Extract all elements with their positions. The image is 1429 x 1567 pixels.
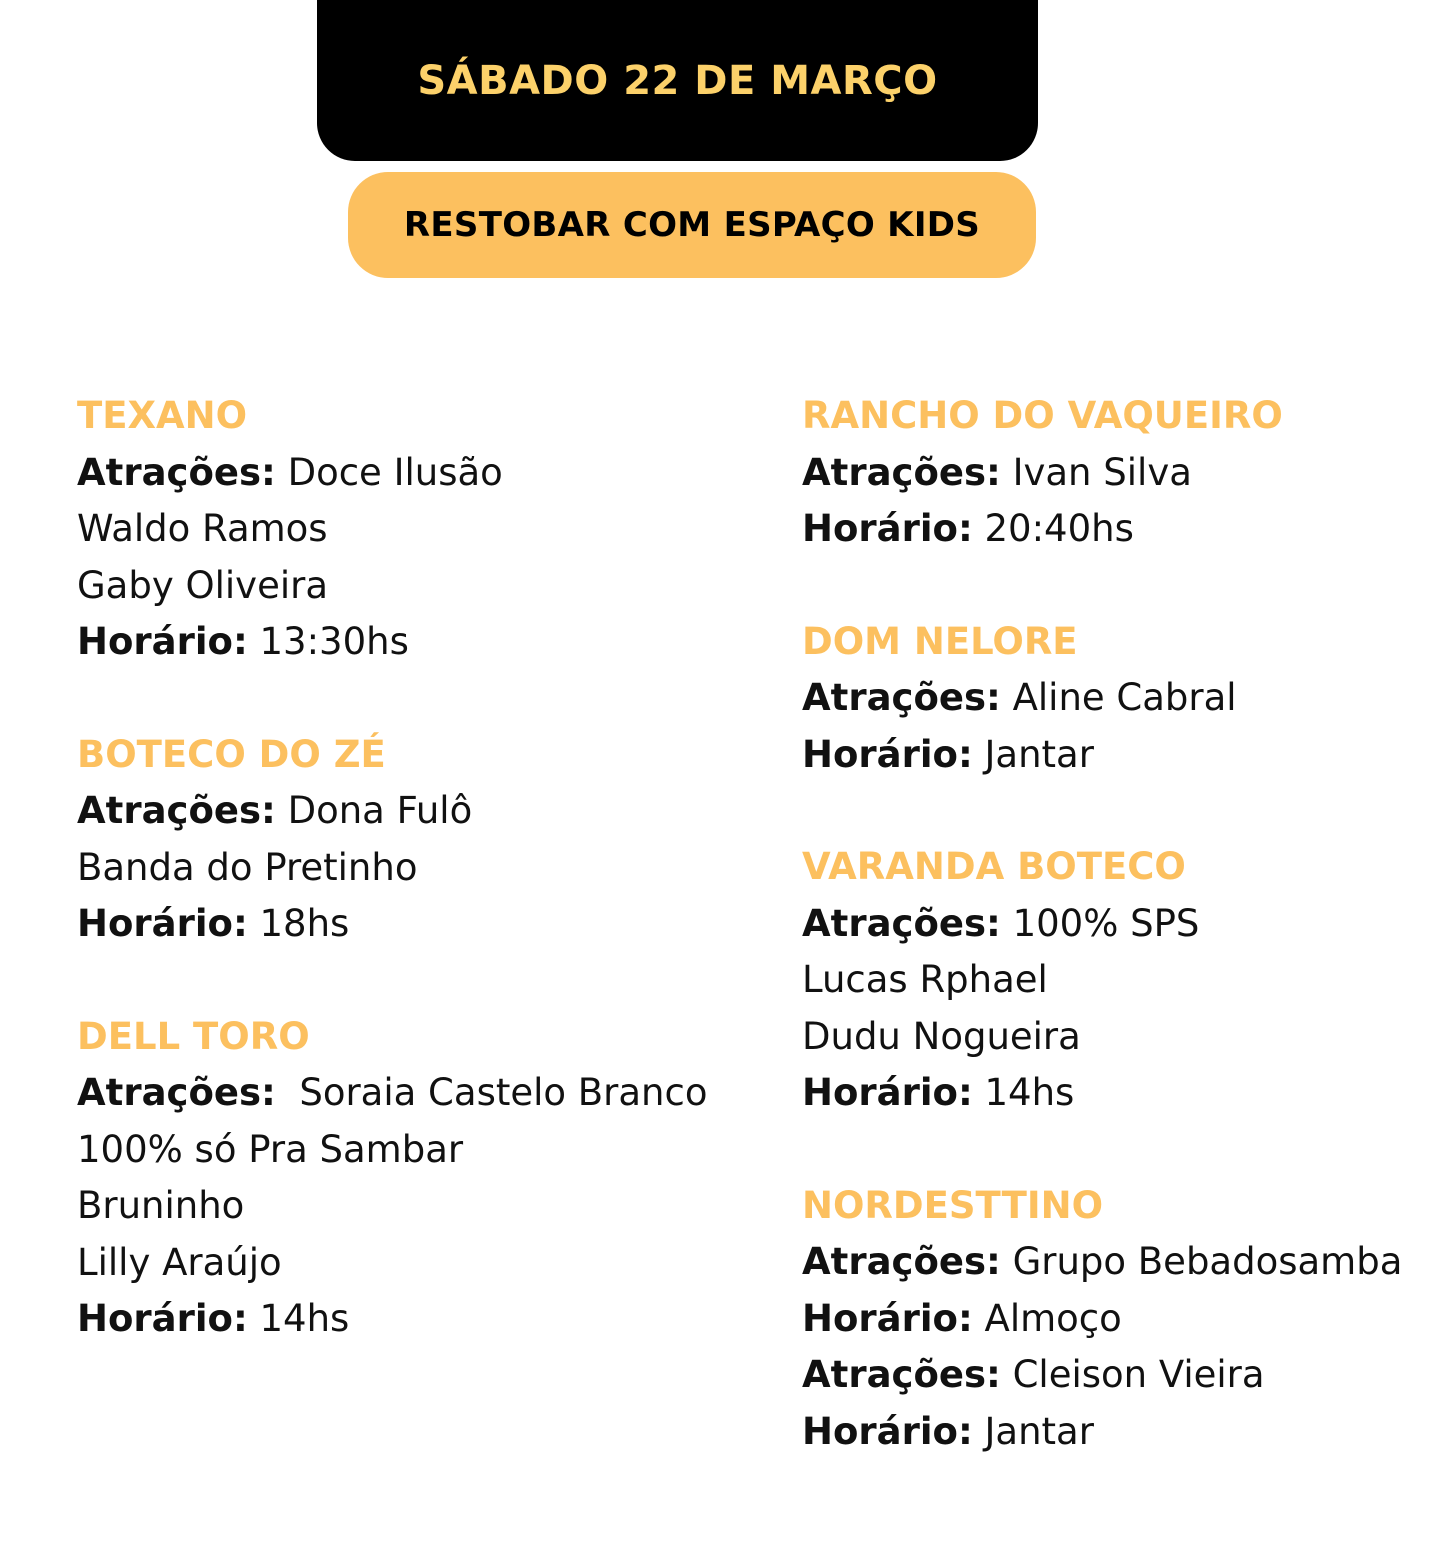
attractions-label: Atrações: xyxy=(802,450,1001,494)
venue-dom-nelore xyxy=(802,614,1427,784)
schedule-value: Dona Fulô xyxy=(275,789,473,832)
venue-name: BOTECO DO ZÉ xyxy=(77,732,386,776)
schedule-time-label: Horário: xyxy=(77,620,248,663)
schedule-line xyxy=(802,445,1427,502)
schedule-line xyxy=(77,1235,777,1292)
venue-name: DOM NELORE xyxy=(802,619,1078,663)
venue-type-title: RESTOBAR COM ESPAÇO KIDS xyxy=(403,205,981,245)
attractions-label: Atrações: xyxy=(802,676,1001,719)
date-title: SÁBADO 22 DE MARÇO xyxy=(417,57,938,104)
schedule-line xyxy=(77,614,777,671)
schedule-line xyxy=(802,670,1427,727)
schedule-value: 100% SPS xyxy=(1000,901,1200,945)
venue-dell-toro xyxy=(77,1009,777,1348)
schedule-value: Jantar xyxy=(972,1409,1094,1453)
schedule-time-label: Horário: xyxy=(802,732,973,776)
schedule-line xyxy=(77,501,777,558)
schedule-line xyxy=(77,896,777,953)
venue-name: RANCHO DO VAQUEIRO xyxy=(802,394,1283,437)
schedule-time-label: Horário: xyxy=(77,902,248,945)
attractions-label: Atrações: xyxy=(802,1240,1001,1283)
schedule-value: 20:40hs xyxy=(972,507,1134,550)
schedule-line xyxy=(802,501,1427,558)
venue-rancho-do-vaqueiro xyxy=(802,388,1427,558)
schedule-time-label: Horário: xyxy=(77,1297,248,1340)
schedule-value: Dudu Nogueira xyxy=(802,1014,1081,1058)
schedule-value: 14hs xyxy=(972,1071,1075,1114)
schedule-line xyxy=(802,896,1427,953)
schedule-value: Banda do Pretinho xyxy=(77,845,418,889)
venue-varanda-boteco xyxy=(802,839,1427,1122)
schedule-value: 100% só Pra Sambar xyxy=(77,1127,464,1171)
schedule-line xyxy=(77,840,777,897)
schedule-time-label: Horário: xyxy=(802,1296,973,1340)
schedule-line xyxy=(802,1347,1427,1404)
schedule-time-label: Horário: xyxy=(802,507,973,550)
schedule-value: Cleison Vieira xyxy=(1000,1353,1265,1396)
schedule-value: 14hs xyxy=(247,1297,350,1340)
schedule-line xyxy=(77,445,777,502)
schedule-line xyxy=(802,1009,1427,1066)
schedule-line xyxy=(77,783,777,840)
schedule-line xyxy=(77,1122,777,1179)
schedule-value: Soraia Castelo Branco xyxy=(275,1071,708,1114)
schedule-value: Waldo Ramos xyxy=(77,507,328,550)
left-column xyxy=(77,388,777,1348)
date-header xyxy=(317,0,1038,161)
schedule-value: Lucas Rphael xyxy=(802,958,1048,1001)
schedule-line xyxy=(77,1178,777,1235)
schedule-line xyxy=(802,1234,1427,1291)
venue-name: VARANDA BOTECO xyxy=(802,845,1186,888)
schedule-value: Jantar xyxy=(972,732,1094,776)
right-column xyxy=(802,388,1427,1460)
schedule-value: Gaby Oliveira xyxy=(77,563,328,607)
schedule-value: Almoço xyxy=(972,1296,1122,1340)
schedule-line xyxy=(802,1065,1427,1122)
attractions-label: Atrações: xyxy=(77,450,276,494)
schedule-value: Aline Cabral xyxy=(1000,676,1237,719)
schedule-value: Lilly Araújo xyxy=(77,1240,282,1284)
venue-boteco-do-ze xyxy=(77,727,777,953)
schedule-line xyxy=(77,1291,777,1348)
venue-nordesttino xyxy=(802,1178,1427,1461)
venue-name: DELL TORO xyxy=(77,1014,310,1058)
schedule-line xyxy=(77,558,777,615)
schedule-line xyxy=(802,1291,1427,1348)
schedule-line xyxy=(802,1404,1427,1461)
schedule-time-label: Horário: xyxy=(802,1071,973,1114)
attractions-label: Atrações: xyxy=(802,901,1001,945)
venue-name: NORDESTTINO xyxy=(802,1183,1104,1227)
attractions-label: Atrações: xyxy=(77,789,276,832)
attractions-label: Atrações: xyxy=(77,1071,276,1114)
venue-type-banner xyxy=(348,172,1036,278)
schedule-value: Bruninho xyxy=(77,1184,245,1227)
schedule-value: 18hs xyxy=(247,902,350,945)
schedule-value: Doce Ilusão xyxy=(275,450,503,494)
venue-texano xyxy=(77,388,777,671)
attractions-label: Atrações: xyxy=(802,1353,1001,1396)
schedule-line xyxy=(77,1065,777,1122)
venue-name: TEXANO xyxy=(77,394,248,437)
schedule-line xyxy=(802,727,1427,784)
schedule-value: Grupo Bebadosamba xyxy=(1000,1240,1403,1283)
schedule-time-label: Horário: xyxy=(802,1409,973,1453)
schedule-value: 13:30hs xyxy=(247,620,409,663)
schedule-line xyxy=(802,952,1427,1009)
schedule-value: Ivan Silva xyxy=(1000,450,1192,494)
